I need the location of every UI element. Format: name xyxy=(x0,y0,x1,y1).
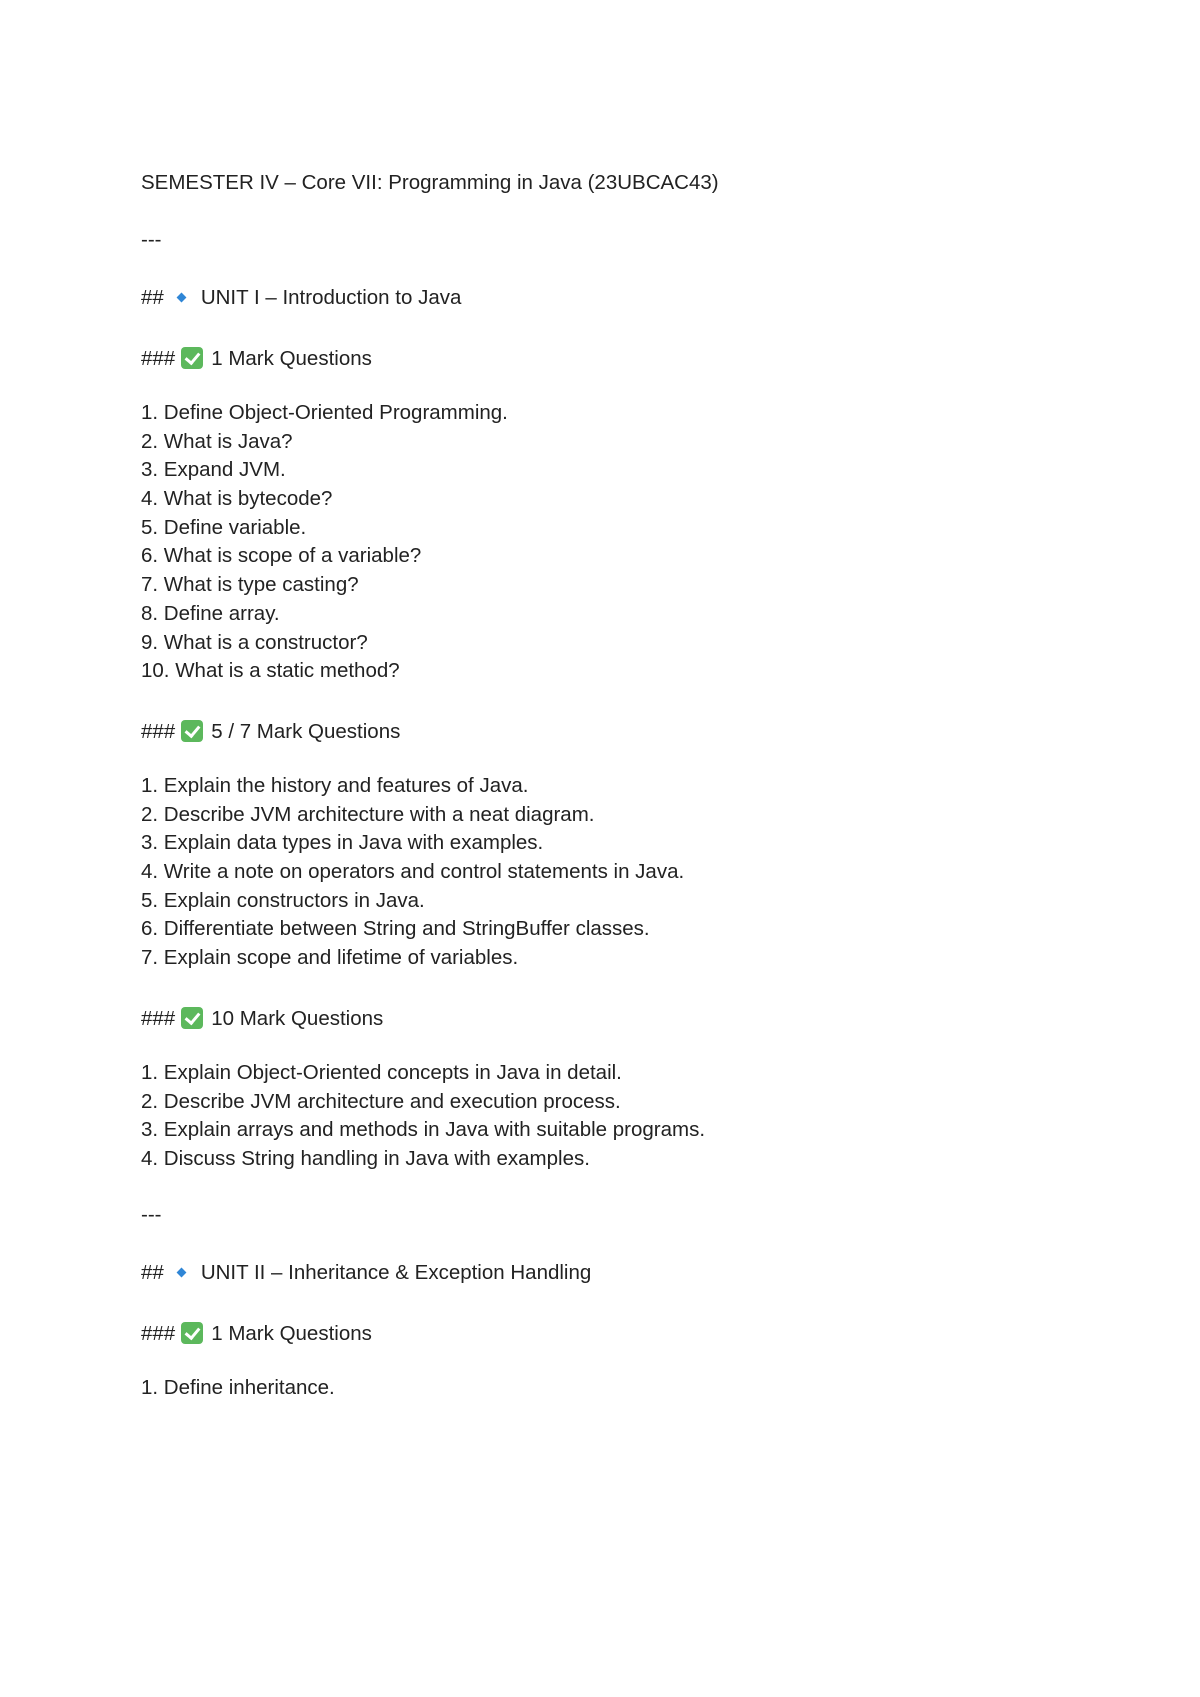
list-item: 4. Write a note on operators and control statements in Java. xyxy=(141,860,685,884)
heading-prefix: ## xyxy=(141,286,164,309)
unit1-title: UNIT I – Introduction to Java xyxy=(200,286,462,309)
list-item: 3. Explain arrays and methods in Java with suitable programs. xyxy=(141,1118,706,1142)
unit1-sec3-heading xyxy=(141,1003,384,1030)
check-mark-icon xyxy=(181,1007,203,1029)
list-item: 1. Explain Object-Oriented concepts in Java in detail. xyxy=(141,1061,622,1084)
list-item: 3. Expand JVM. xyxy=(141,458,286,482)
heading-prefix: ### xyxy=(141,1322,176,1345)
list-item: 1. Explain the history and features of Java. xyxy=(141,774,529,797)
unit1-sec2-heading xyxy=(141,716,401,743)
document-title: SEMESTER IV – Core VII: Programming in Java (23UBCAC43) xyxy=(141,171,719,194)
heading-prefix: ### xyxy=(141,720,176,743)
check-mark-icon xyxy=(181,720,203,742)
unit1-heading xyxy=(141,286,461,310)
section-title: 1 Mark Questions xyxy=(211,1322,372,1345)
heading-prefix: ### xyxy=(141,347,176,370)
separator: --- xyxy=(141,1203,162,1226)
unit1-sec3-list xyxy=(141,1059,705,1174)
list-item: 7. What is type casting? xyxy=(141,573,359,597)
list-item: 2. Describe JVM architecture with a neat diagram. xyxy=(141,802,595,826)
heading-prefix: ### xyxy=(141,1007,176,1030)
list-item: 9. What is a constructor? xyxy=(141,630,368,654)
list-item: 5. Explain constructors in Java. xyxy=(141,888,425,912)
list-item: 4. Discuss String handling in Java with examples. xyxy=(141,1147,590,1171)
list-item: 8. Define array. xyxy=(141,601,280,625)
unit2-heading xyxy=(141,1261,591,1285)
unit2-title: UNIT II – Inheritance & Exception Handling xyxy=(200,1261,592,1284)
heading-prefix: ## xyxy=(141,1261,164,1284)
check-mark-icon xyxy=(181,1322,203,1344)
separator: --- xyxy=(141,228,162,251)
list-item: 7. Explain scope and lifetime of variables. xyxy=(141,946,519,970)
check-mark-icon xyxy=(181,347,203,369)
list-item: 6. What is scope of a variable? xyxy=(141,544,422,568)
list-item: 1. Define inheritance. xyxy=(141,1376,335,1399)
list-item: 1. Define Object-Oriented Programming. xyxy=(141,401,508,424)
blue-diamond-icon xyxy=(176,293,186,303)
blue-diamond-icon xyxy=(176,1268,186,1278)
list-item: 5. Define variable. xyxy=(141,515,307,539)
list-item: 2. What is Java? xyxy=(141,429,293,453)
section-title: 5 / 7 Mark Questions xyxy=(211,720,401,743)
list-item: 2. Describe JVM architecture and execution process. xyxy=(141,1089,621,1113)
section-title: 10 Mark Questions xyxy=(211,1007,384,1030)
list-item: 4. What is bytecode? xyxy=(141,487,333,511)
unit2-sec1-heading xyxy=(141,1318,372,1345)
list-item: 6. Differentiate between String and StringBuffer classes. xyxy=(141,917,650,941)
unit1-sec2-list xyxy=(141,772,684,973)
list-item: 3. Explain data types in Java with examples. xyxy=(141,831,544,855)
unit1-sec1-heading xyxy=(141,343,372,370)
list-item: 10. What is a static method? xyxy=(141,659,400,683)
unit2-sec1-list xyxy=(141,1374,335,1403)
section-title: 1 Mark Questions xyxy=(211,347,372,370)
unit1-sec1-list xyxy=(141,399,508,686)
